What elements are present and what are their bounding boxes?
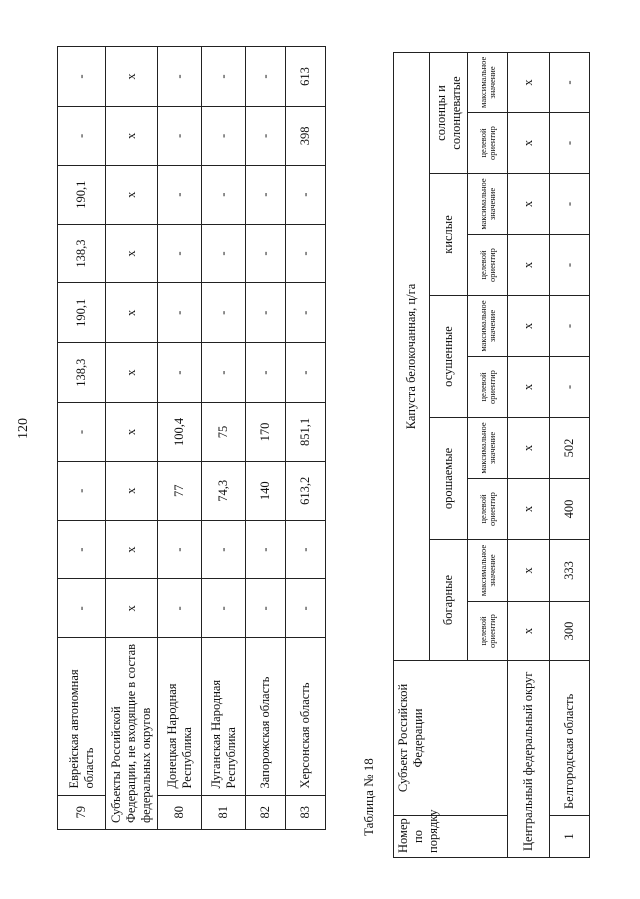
value-cell: 400 — [550, 479, 590, 540]
value-cell: - — [202, 47, 246, 107]
value-cell: х — [508, 235, 550, 296]
value-cell: х — [508, 113, 550, 174]
value-cell: 851,1 — [286, 403, 326, 462]
value-cell: - — [246, 343, 286, 403]
value-cell: 77 — [158, 461, 202, 520]
row-name: Центральный федеральный округ — [508, 661, 550, 858]
value-cell: х — [508, 357, 550, 418]
value-cell: - — [158, 47, 202, 107]
value-cell: - — [158, 283, 202, 343]
table-2 — [393, 53, 590, 858]
group-header: богарные — [430, 540, 468, 661]
value-cell: - — [550, 53, 590, 113]
table-1 — [57, 46, 326, 830]
table-row — [58, 47, 106, 830]
value-cell: х — [508, 602, 550, 661]
row-number: 1 — [550, 816, 590, 858]
table-row — [246, 47, 286, 830]
page-number: 120 — [16, 418, 31, 439]
value-cell: - — [286, 579, 326, 638]
sub-header-target: целевой ориентир — [468, 479, 508, 540]
value-cell: х — [106, 106, 158, 165]
value-cell: - — [58, 520, 106, 579]
value-cell: 170 — [246, 403, 286, 462]
value-cell: - — [246, 579, 286, 638]
value-cell: - — [158, 343, 202, 403]
table-2-caption-wrap — [361, 716, 377, 836]
value-cell: х — [106, 403, 158, 462]
table-1-grid — [57, 46, 326, 830]
value-cell: - — [158, 579, 202, 638]
sub-header-target: целевой ориентир — [468, 113, 508, 174]
value-cell: - — [550, 174, 590, 235]
value-cell: 190,1 — [58, 165, 106, 224]
value-cell: - — [550, 357, 590, 418]
value-cell: - — [286, 165, 326, 224]
row-number: 80 — [158, 795, 202, 829]
value-cell: - — [246, 520, 286, 579]
row-number: 82 — [246, 795, 286, 829]
value-cell: - — [550, 296, 590, 357]
sub-header-target: целевой ориентир — [468, 235, 508, 296]
value-cell: - — [246, 106, 286, 165]
value-cell: х — [508, 479, 550, 540]
value-cell: х — [508, 540, 550, 602]
row-name: Луганская Народная Республика — [202, 638, 246, 795]
value-cell: х — [106, 165, 158, 224]
table-row — [106, 47, 158, 830]
value-cell: 398 — [286, 106, 326, 165]
value-cell: 100,4 — [158, 403, 202, 462]
head-num: Номер по порядку — [394, 816, 508, 858]
value-cell: 613,2 — [286, 461, 326, 520]
value-cell: - — [202, 224, 246, 283]
sub-header-target: целевой ориентир — [468, 357, 508, 418]
value-cell: - — [286, 283, 326, 343]
sub-header-max: максимальное значение — [468, 53, 508, 113]
value-cell: 140 — [246, 461, 286, 520]
value-cell: - — [158, 224, 202, 283]
value-cell: 75 — [202, 403, 246, 462]
table-row — [550, 53, 590, 858]
value-cell: - — [202, 106, 246, 165]
value-cell: 138,3 — [58, 224, 106, 283]
value-cell: - — [286, 224, 326, 283]
value-cell: 74,3 — [202, 461, 246, 520]
value-cell: - — [246, 224, 286, 283]
value-cell: - — [158, 520, 202, 579]
value-cell: - — [58, 106, 106, 165]
row-number: 83 — [286, 795, 326, 829]
sub-header-max: максимальное значение — [468, 540, 508, 602]
value-cell: х — [106, 461, 158, 520]
value-cell: - — [58, 47, 106, 107]
value-cell: - — [550, 235, 590, 296]
value-cell: 333 — [550, 540, 590, 602]
value-cell: - — [286, 520, 326, 579]
sub-header-target: целевой ориентир — [468, 602, 508, 661]
value-cell: 300 — [550, 602, 590, 661]
value-cell: - — [58, 403, 106, 462]
value-cell: - — [246, 47, 286, 107]
value-cell: х — [508, 174, 550, 235]
value-cell: 190,1 — [58, 283, 106, 343]
value-cell: - — [550, 113, 590, 174]
value-cell: х — [106, 47, 158, 107]
value-cell: - — [202, 343, 246, 403]
table-2-caption: Таблица № 18 — [361, 758, 376, 836]
row-name: Запорожская область — [246, 638, 286, 795]
head-subject: Субъект Российской Федерации — [394, 661, 508, 816]
value-cell: х — [508, 296, 550, 357]
value-cell: - — [158, 106, 202, 165]
table-row — [286, 47, 326, 830]
group-header: кислые — [430, 174, 468, 296]
value-cell: х — [106, 224, 158, 283]
value-cell: - — [246, 165, 286, 224]
row-name: Субъекты Российской Федерации, не входящие в состав федеральных округов — [106, 638, 158, 830]
value-cell: - — [202, 165, 246, 224]
value-cell: - — [246, 283, 286, 343]
row-number: 79 — [58, 795, 106, 829]
value-cell: - — [58, 579, 106, 638]
value-cell: - — [158, 165, 202, 224]
value-cell: х — [508, 53, 550, 113]
row-name: Херсонская область — [286, 638, 326, 795]
value-cell: - — [202, 520, 246, 579]
value-cell: - — [202, 283, 246, 343]
sub-header-max: максимальное значение — [468, 418, 508, 479]
row-number: 81 — [202, 795, 246, 829]
table-row — [508, 53, 550, 858]
value-cell: 502 — [550, 418, 590, 479]
sub-header-max: максимальное значение — [468, 296, 508, 357]
value-cell: х — [508, 418, 550, 479]
value-cell: - — [202, 579, 246, 638]
sub-header-max: максимальное значение — [468, 174, 508, 235]
group-header: осушенные — [430, 296, 468, 418]
row-name: Белгородская область — [550, 661, 590, 816]
head-crop: Капуста белокочанная, ц/га — [394, 53, 430, 661]
value-cell: - — [58, 461, 106, 520]
value-cell: 138,3 — [58, 343, 106, 403]
group-header: орошаемые — [430, 418, 468, 540]
row-name: Еврейская автономная область — [58, 638, 106, 795]
value-cell: х — [106, 343, 158, 403]
table-row — [158, 47, 202, 830]
value-cell: 613 — [286, 47, 326, 107]
row-name: Донецкая Народная Республика — [158, 638, 202, 795]
value-cell: х — [106, 283, 158, 343]
value-cell: - — [286, 343, 326, 403]
value-cell: х — [106, 520, 158, 579]
table-2-grid — [393, 52, 590, 858]
table-row — [202, 47, 246, 830]
group-header: солонцы и солонцеватые — [430, 53, 468, 174]
value-cell: х — [106, 579, 158, 638]
